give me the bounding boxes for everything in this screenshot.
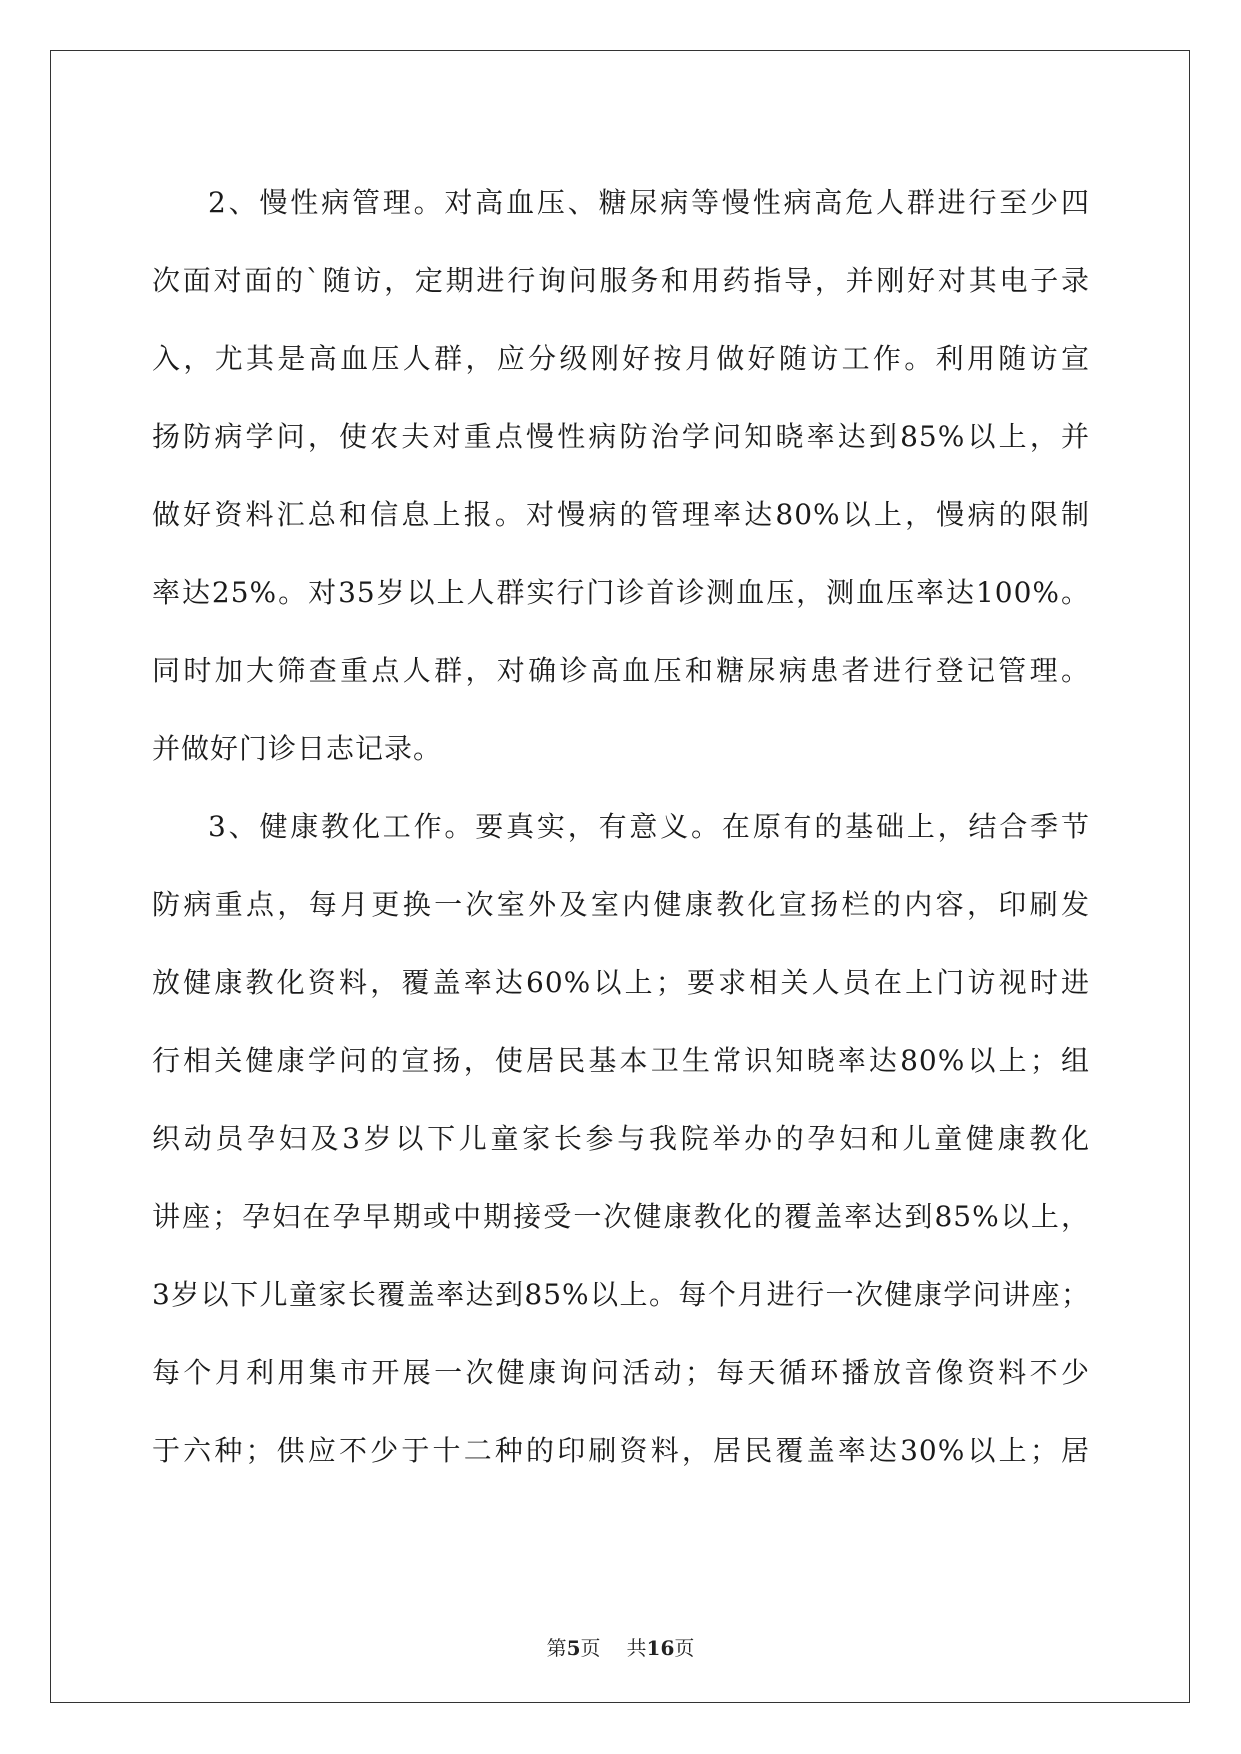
- text-line: 2、慢性病管理。对高血压、糖尿病等慢性病高危人群进行至少四: [208, 186, 1090, 219]
- paragraph-health-education: [152, 788, 1090, 1490]
- text-line: 3岁以下儿童家长覆盖率达到85%以上。每个月进行一次健康学问讲座；: [152, 1278, 1090, 1311]
- text-line: 每个月利用集市开展一次健康询问活动；每天循环播放音像资料不少: [152, 1356, 1090, 1389]
- text-line: 同时加大筛查重点人群，对确诊高血压和糖尿病患者进行登记管理。: [152, 654, 1090, 687]
- page-footer: [0, 1632, 1241, 1661]
- document-body: [152, 164, 1090, 1490]
- text-line: 入，尤其是高血压人群，应分级刚好按月做好随访工作。利用随访宣: [152, 342, 1090, 375]
- paragraph-chronic-disease: [152, 164, 1090, 788]
- text-line: 率达25%。对35岁以上人群实行门诊首诊测血压，测血压率达100%。: [152, 576, 1090, 609]
- total-pages: 16: [646, 1636, 675, 1660]
- text-line: 讲座；孕妇在孕早期或中期接受一次健康教化的覆盖率达到85%以上，: [152, 1200, 1090, 1233]
- text-line: 放健康教化资料，覆盖率达60%以上；要求相关人员在上门访视时进: [152, 966, 1090, 999]
- text-line: 3、健康教化工作。要真实，有意义。在原有的基础上，结合季节: [208, 810, 1090, 843]
- text-line: 扬防病学问，使农夫对重点慢性病防治学问知晓率达到85%以上，并: [152, 420, 1090, 453]
- text-line: 织动员孕妇及3岁以下儿童家长参与我院举办的孕妇和儿童健康教化: [152, 1122, 1090, 1155]
- text-line: 于六种；供应不少于十二种的印刷资料，居民覆盖率达30%以上；居: [152, 1434, 1090, 1467]
- text-line: 次面对面的`随访，定期进行询问服务和用药指导，并刚好对其电子录: [152, 264, 1090, 297]
- page-number: 5: [566, 1636, 581, 1660]
- total-prefix: 共: [626, 1636, 647, 1660]
- total-suffix: 页: [674, 1636, 695, 1660]
- text-line: 并做好门诊日志记录。: [152, 732, 443, 765]
- page-prefix: 第: [546, 1636, 567, 1660]
- text-line: 做好资料汇总和信息上报。对慢病的管理率达80%以上，慢病的限制: [152, 498, 1090, 531]
- text-line: 行相关健康学问的宣扬，使居民基本卫生常识知晓率达80%以上；组: [152, 1044, 1090, 1077]
- text-line: 防病重点，每月更换一次室外及室内健康教化宣扬栏的内容，印刷发: [152, 888, 1090, 921]
- page-suffix: 页: [580, 1636, 601, 1660]
